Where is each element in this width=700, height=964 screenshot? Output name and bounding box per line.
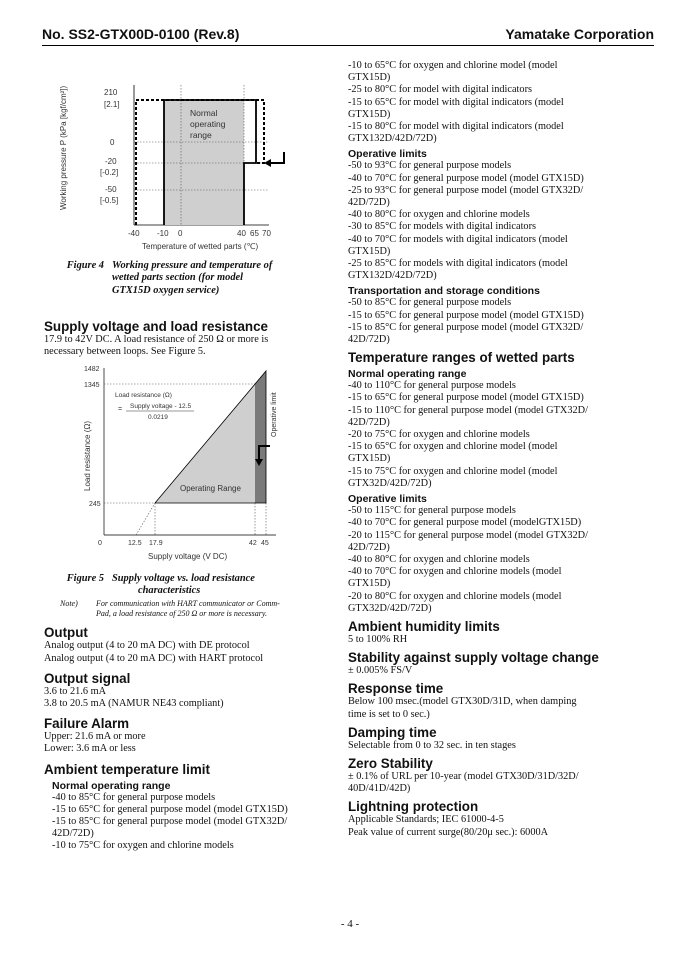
figure-4-chart: [44, 60, 334, 260]
output-line: Analog output (4 to 20 mA DC) with HART protocol: [44, 652, 264, 664]
header-rule: [42, 45, 654, 46]
fig4-caption-no: Figure 4: [66, 260, 104, 271]
wetted-op-line: GTX32D/42D/72D): [348, 602, 432, 614]
fig5-note-label: Note): [60, 599, 78, 609]
wetted-line: GTX15D): [348, 453, 391, 465]
wetted-op-line: GTX15D): [348, 578, 391, 590]
wetted-line: -15 to 65°C for oxygen and chlorine model (model: [348, 441, 558, 453]
wetted-line: GTX32D/42D/72D): [348, 477, 432, 489]
fig4-ytick: [-0.2]: [100, 168, 119, 177]
figure-5-caption: [44, 573, 334, 598]
fig4-ytick: 210: [104, 88, 118, 97]
fig4-ytick: 0: [110, 138, 115, 147]
operative-line: -40 to 80°C for oxygen and chlorine models: [348, 209, 530, 221]
wetted-op-line: 42D/72D): [348, 541, 390, 553]
transport-line: -15 to 65°C for general purpose model (model GTX15D): [348, 309, 584, 321]
fig4-caption-line: GTX15D oxygen service): [112, 284, 220, 296]
ambient-line: -10 to 75°C for oxygen and chlorine models: [52, 840, 234, 852]
fig4-xtick: 40: [237, 229, 246, 238]
operative-line: 42D/72D): [348, 197, 390, 209]
operative-line: -40 to 70°C for general purpose model (model GTX15D): [348, 172, 584, 184]
wetted-line: 42D/72D): [348, 416, 390, 428]
supply-heading: Supply voltage and load resistance: [44, 319, 268, 335]
fig5-note-line: For communication with HART communicator or Comm-: [96, 599, 280, 609]
fig4-region-label-1: Normal: [190, 108, 218, 118]
operative-line: -25 to 93°C for general purpose model (model GTX32D/: [348, 184, 584, 196]
lightning-heading: Lightning protection: [348, 799, 479, 815]
fig4-caption-line: wetted parts section (for model: [112, 272, 244, 284]
operative-line: -40 to 70°C for models with digital indicators (model: [348, 233, 568, 245]
stability-line: ± 0.005% FS/V: [348, 665, 413, 677]
zero-line: ± 0.1% of URL per 10-year (model GTX30D/31D/32D/: [348, 770, 579, 782]
damping-line: Selectable from 0 to 32 sec. in ten stages: [348, 739, 516, 751]
wetted-op-line: -20 to 80°C for oxygen and chlorine models (model: [348, 590, 562, 602]
wetted-line: -40 to 110°C for general purpose models: [348, 380, 516, 392]
fig4-region-label-2: operating: [190, 119, 226, 129]
fig5-formula-eq: =: [118, 405, 123, 413]
transport-line: -15 to 85°C for general purpose model (model GTX32D/: [348, 321, 584, 333]
wetted-op-line: -40 to 70°C for oxygen and chlorine models (model: [348, 566, 562, 578]
fig5-formula-num: Supply voltage - 12.5: [130, 402, 192, 410]
wetted-op-line: -50 to 115°C for general purpose models: [348, 505, 516, 517]
wetted-line: -15 to 75°C for oxygen and chlorine model (model: [348, 465, 558, 477]
fig5-note-line: Pad, a load resistance of 250 Ω or more is necessary.: [96, 609, 267, 619]
failure-line: Lower: 3.6 mA or less: [44, 743, 136, 755]
wetted-heading: Temperature ranges of wetted parts: [348, 350, 575, 366]
fig5-ytick: 0: [98, 539, 102, 547]
fig4-ytick: [-0.5]: [100, 196, 119, 205]
failure-line: Upper: 21.6 mA or more: [44, 731, 146, 743]
fig4-xtick: 65: [250, 229, 259, 238]
zero-stability-heading: Zero Stability: [348, 755, 433, 771]
page-header: [42, 26, 654, 44]
output-signal-line: 3.8 to 20.5 mA (NAMUR NE43 compliant): [44, 698, 224, 710]
wetted-normal-subheading: Normal operating range: [348, 368, 467, 381]
fig4-xtick: -10: [157, 229, 169, 238]
fig5-operative-band: [255, 371, 266, 503]
ambient-normal-subheading: Normal operating range: [52, 779, 171, 792]
output-signal-heading: Output signal: [44, 670, 131, 686]
right-column: [348, 60, 654, 839]
fig5-ylabel: Load resistance (Ω): [83, 420, 92, 491]
ambient-cont-line: GTX15D): [348, 72, 391, 84]
document-number: No. SS2-GTX00D-0100 (Rev.8): [42, 26, 240, 42]
ambient-cont-line: -10 to 65°C for oxygen and chlorine model (model: [348, 60, 558, 71]
fig5-xtick: 45: [261, 539, 269, 547]
transport-subheading: Transportation and storage conditions: [348, 285, 540, 298]
fig5-xtick: 12.5: [128, 539, 142, 547]
output-heading: Output: [44, 625, 88, 641]
response-line: time is set to 0 sec.): [348, 708, 430, 720]
ambient-temp-heading: Ambient temperature limit: [44, 761, 210, 777]
fig4-ytick: [2.1]: [104, 100, 120, 109]
fig5-caption-line: Supply voltage vs. load resistance: [112, 572, 255, 584]
fig5-ytick: 1482: [84, 365, 100, 373]
failure-alarm-heading: Failure Alarm: [44, 716, 130, 732]
transport-line: 42D/72D): [348, 334, 390, 346]
ambient-line: 42D/72D): [52, 828, 94, 840]
damping-heading: Damping time: [348, 724, 437, 740]
fig4-caption-line: Working pressure and temperature of: [112, 260, 273, 271]
fig5-formula-label: Load resistance (Ω): [115, 391, 172, 399]
lightning-line: Applicable Standards; IEC 61000-4-5: [348, 814, 504, 826]
fig4-arrow-head: [264, 159, 271, 167]
output-signal-line: 3.6 to 21.6 mA: [44, 685, 107, 697]
fig4-ytick: -50: [105, 185, 117, 194]
fig4-xtick: 70: [262, 229, 271, 238]
ambient-line: -15 to 65°C for general purpose model (model GTX15D): [52, 803, 288, 815]
humidity-heading: Ambient humidity limits: [348, 618, 500, 634]
response-heading: Response time: [348, 681, 444, 697]
company-name: Yamatake Corporation: [505, 26, 654, 42]
wetted-line: -15 to 110°C for general purpose model (model GTX32D/: [348, 404, 588, 416]
ambient-cont-line: -15 to 65°C for model with digital indicators (model: [348, 96, 564, 108]
fig5-caption-line: characteristics: [138, 585, 201, 597]
fig4-xtick: -40: [128, 229, 140, 238]
wetted-operative-subheading: Operative limits: [348, 493, 427, 506]
wetted-line: -20 to 75°C for oxygen and chlorine models: [348, 429, 530, 441]
figure-4-caption: [44, 260, 334, 297]
ambient-cont-line: GTX15D): [348, 108, 391, 120]
stability-heading: Stability against supply voltage change: [348, 650, 599, 666]
operative-line: GTX15D): [348, 245, 391, 257]
operative-line: -25 to 85°C for models with digital indicators (model: [348, 258, 568, 270]
wetted-op-line: -40 to 70°C for general purpose model (modelGTX15D): [348, 517, 582, 529]
page-number: - 4 -: [340, 918, 360, 930]
fig5-xtick: 17.9: [149, 539, 163, 547]
wetted-op-line: -40 to 80°C for oxygen and chlorine models: [348, 553, 530, 565]
humidity-line: 5 to 100% RH: [348, 633, 408, 645]
wetted-line: -15 to 65°C for general purpose model (model GTX15D): [348, 392, 584, 404]
fig4-ylabel: Working pressure P (kPa [kgf/cm²]): [59, 85, 68, 210]
ambient-cont-line: -15 to 80°C for model with digital indicators (model: [348, 121, 564, 133]
supply-line: 17.9 to 42V DC. A load resistance of 250 Ω or more is: [44, 334, 269, 346]
ambient-cont-line: GTX132D/42D/72D): [348, 133, 437, 145]
fig4-xlabel: Temperature of wetted parts (℃): [142, 242, 259, 251]
fig4-ytick: -20: [105, 157, 117, 166]
operative-line: -50 to 93°C for general purpose models: [348, 160, 512, 172]
figure-5-chart: [44, 363, 334, 563]
fig5-ytick: 245: [89, 500, 101, 508]
fig5-formula-den: 0.0219: [148, 413, 168, 421]
fig5-ytick: 1345: [84, 381, 100, 389]
lightning-line: Peak value of current surge(80/20μ sec.): 6000A: [348, 826, 549, 838]
response-line: Below 100 msec.(model GTX30D/31D, when damping: [348, 696, 577, 708]
fig5-xtick: 42: [249, 539, 257, 547]
fig5-operative-limit-label: Operative limit: [271, 391, 278, 437]
operative-line: GTX132D/42D/72D): [348, 270, 437, 282]
fig5-operating-range-label: Operating Range: [180, 483, 241, 493]
ambient-line: -40 to 85°C for general purpose models: [52, 791, 216, 803]
supply-line: necessary between loops. See Figure 5.: [44, 346, 206, 358]
wetted-op-line: -20 to 115°C for general purpose model (model GTX32D/: [348, 529, 588, 541]
fig5-grid-12_5: [136, 503, 155, 535]
zero-line: 40D/41D/42D): [348, 783, 411, 795]
ambient-cont-line: -25 to 80°C for model with digital indicators: [348, 84, 533, 96]
figure-5-note: [44, 599, 334, 619]
operative-limits-subheading: Operative limits: [348, 148, 427, 161]
fig4-xtick: 0: [178, 229, 183, 238]
fig5-caption-no: Figure 5: [66, 572, 104, 584]
transport-line: -50 to 85°C for general purpose models: [348, 297, 512, 309]
fig5-xlabel: Supply voltage (V DC): [148, 551, 228, 561]
operative-line: -30 to 85°C for models with digital indicators: [348, 221, 537, 233]
left-column: [44, 60, 334, 853]
fig4-region-label-3: range: [190, 130, 212, 140]
ambient-line: -15 to 85°C for general purpose model (model GTX32D/: [52, 816, 288, 828]
output-line: Analog output (4 to 20 mA DC) with DE protocol: [44, 640, 250, 652]
